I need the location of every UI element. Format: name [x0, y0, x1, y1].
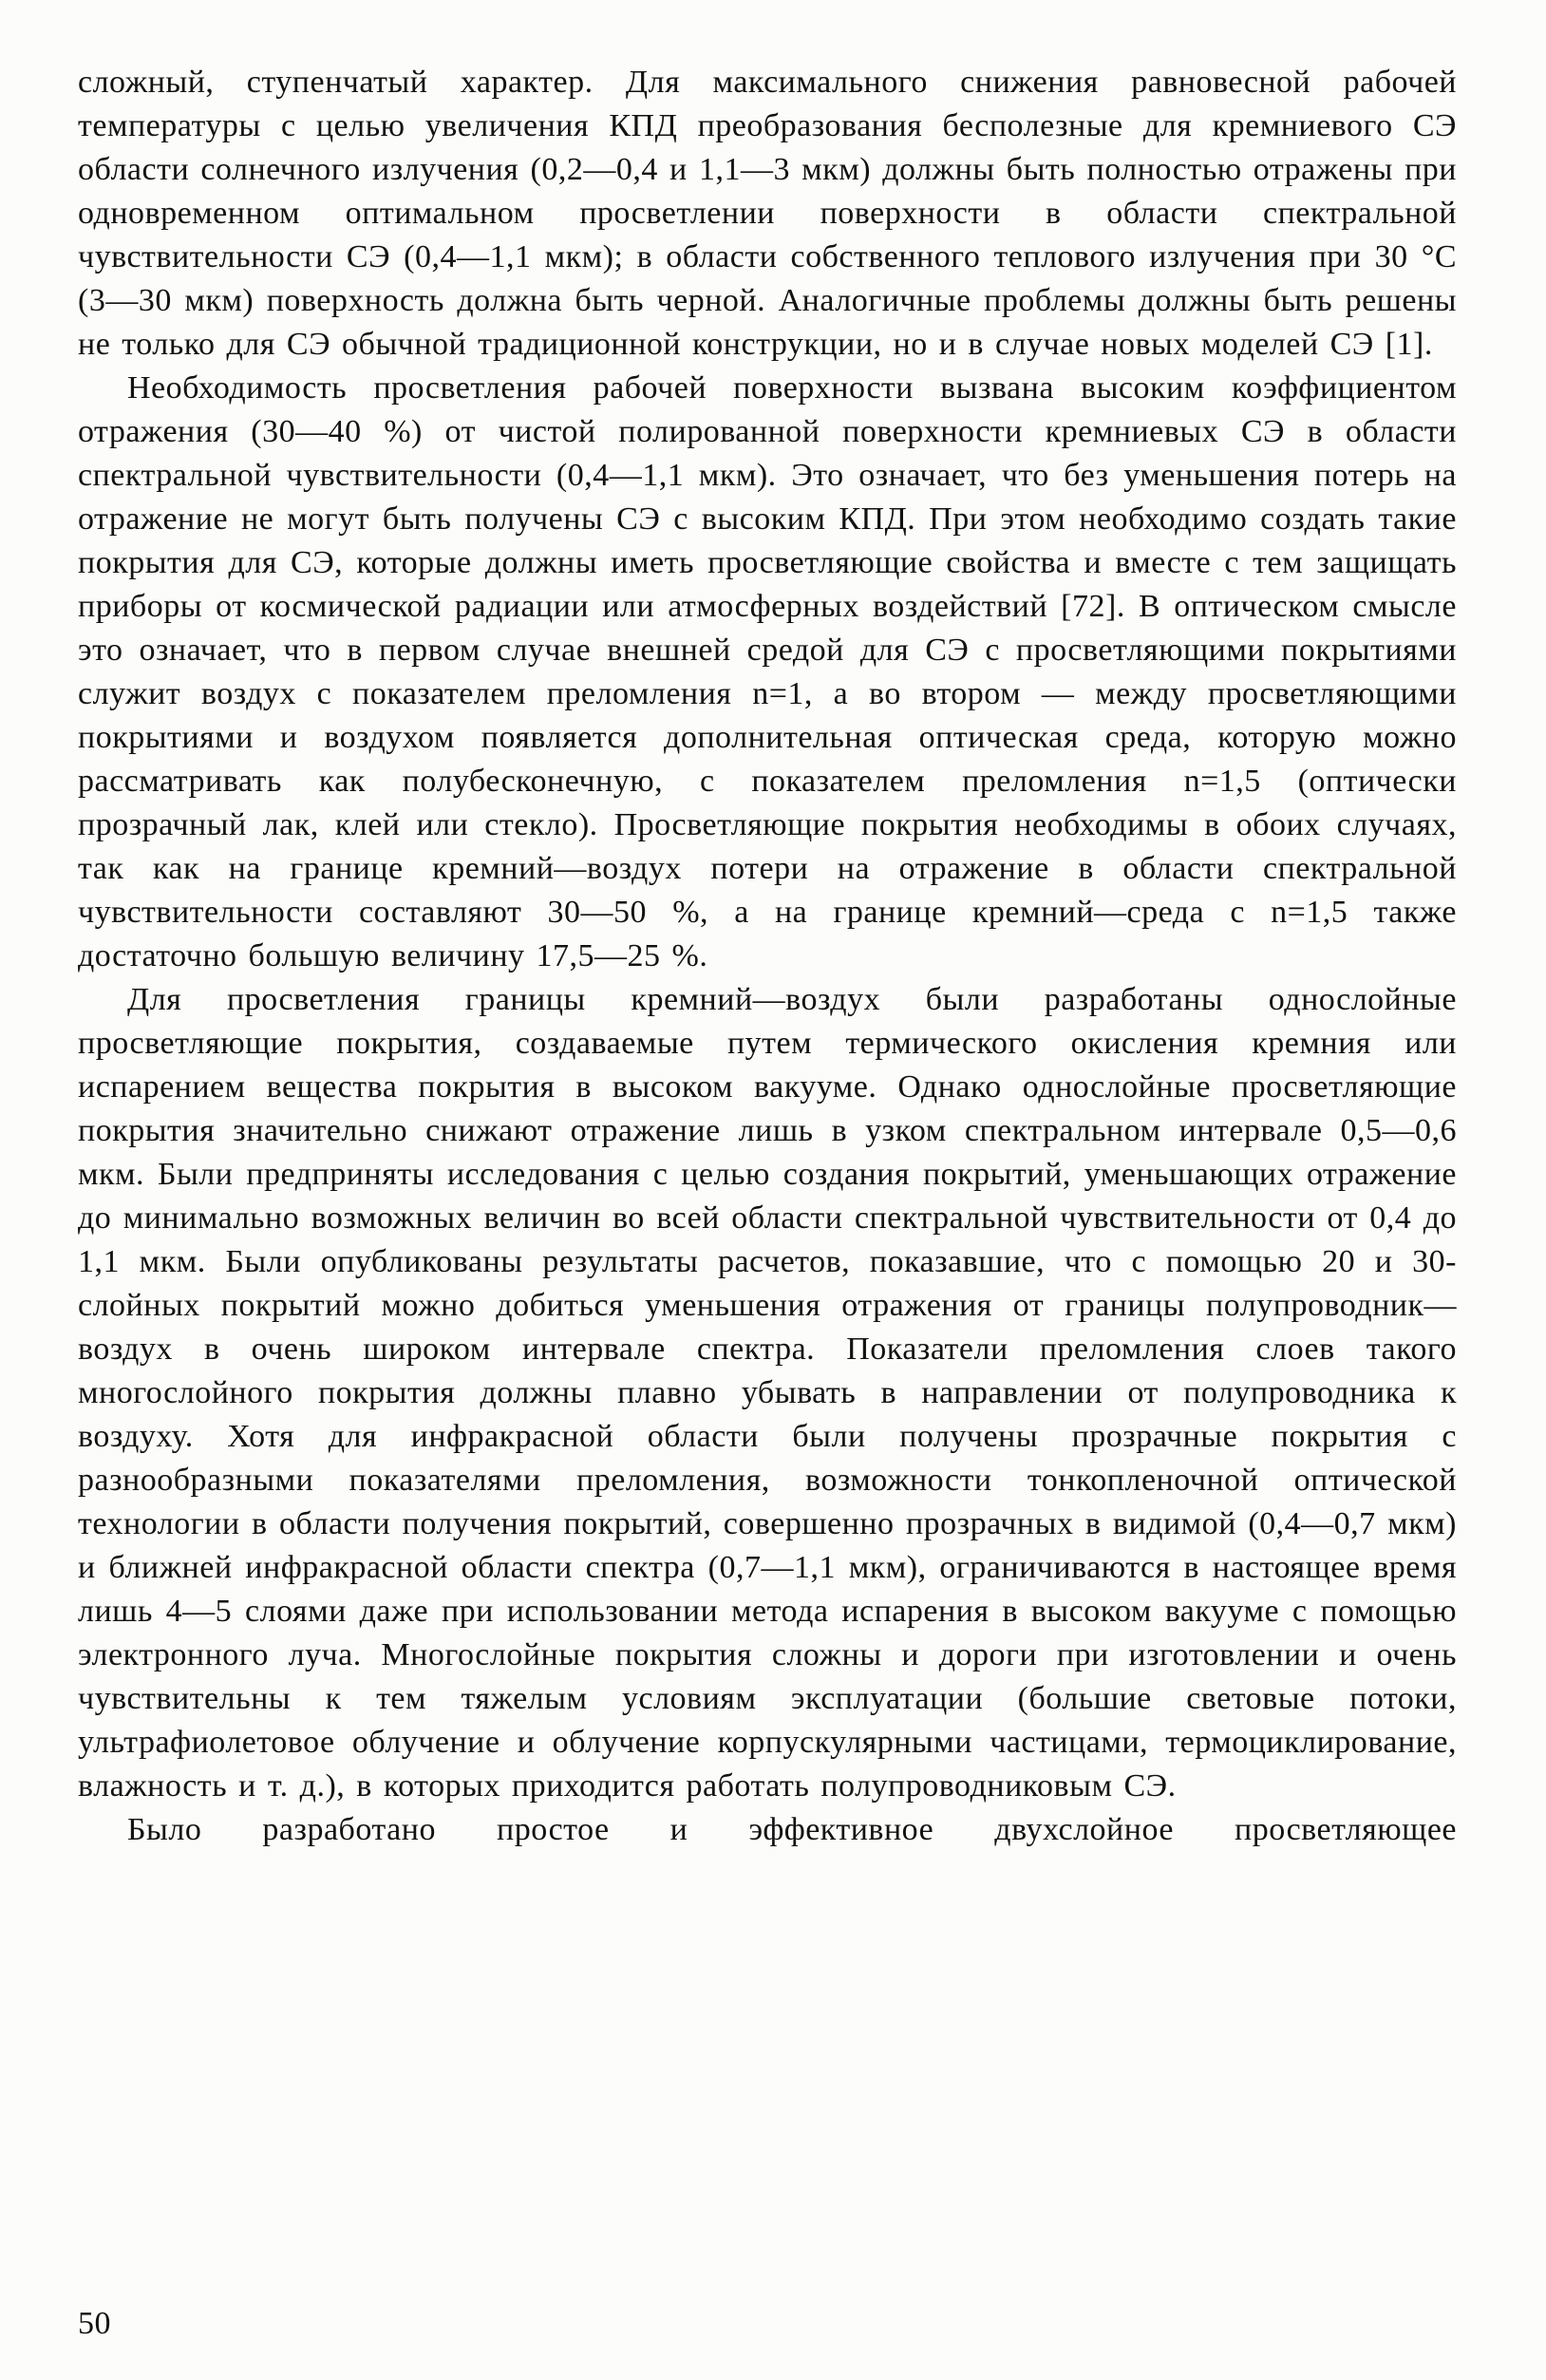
paragraph-antireflection-need: Необходимость просветления рабочей поверхности вызвана высоким коэффициентом отражения (30—40 %) от чистой полированной поверхности кремниевых СЭ в области спектральной чувствительности (0,4—1,1 мкм). Это означает, что без уменьшения потерь на отражение не могут быть получены СЭ с высоким КПД. При этом необходимо создать такие покрытия для СЭ, которые должны иметь просветляющие свойства и вместе с тем защищать приборы от космической радиации или атмосферных воздействий [72]. В оптическом смысле это означает, что в первом случае внешней средой для СЭ с просветляющими покрытиями служит воздух с показателем преломления n=1, а во втором — между просветляющими покрытиями и воздухом появляется дополнительная оптическая среда, которую можно рассматривать как полубесконечную, с показателем преломления n=1,5 (оптически прозрачный лак, клей или стекло). Просветляющие покрытия необходимы в обоих случаях, так как на границе кремний—воздух потери на отражение в области спектральной чувствительности составляют 30—50 %, а на границе кремний—среда с n=1,5 также достаточно большую величину 17,5—25 %.	[78, 370, 1457, 973]
body-text	[78, 61, 1457, 1852]
paragraph-two-layer-intro: Было разработано простое и эффективное двухслойное просветляющее	[127, 1812, 1457, 1847]
page-number: 50	[78, 2306, 111, 2341]
paragraph-continuation: сложный, ступенчатый характер. Для максимального снижения равновесной рабочей температуры с целью увеличения КПД преобразования бесполезные для кремниевого СЭ области солнечного излучения (0,2—0,4 и 1,1—3 мкм) должны быть полностью отражены при одновременном оптимальном просветлении поверхности в области спектральной чувствительности СЭ (0,4—1,1 мкм); в области собственного теплового излучения при 30 °С (3—30 мкм) поверхность должна быть черной. Аналогичные проблемы должны быть решены не только для СЭ обычной традиционной конструкции, но и в случае новых моделей СЭ [1].	[78, 65, 1457, 362]
paragraph-single-multilayer-coatings: Для просветления границы кремний—воздух были разработаны однослойные просветляющие покрытия, создаваемые путем термического окисления кремния или испарением вещества покрытия в высоком вакууме. Однако однослойные просветляющие покрытия значительно снижают отражение лишь в узком спектральном интервале 0,5—0,6 мкм. Были предприняты исследования с целью создания покрытий, уменьшающих отражение до минимально возможных величин во всей области спектральной чувствительности от 0,4 до 1,1 мкм. Были опубликованы результаты расчетов, показавшие, что с помощью 20 и 30-слойных покрытий можно добиться уменьшения отражения от границы полупроводник—воздух в очень широком интервале спектра. Показатели преломления слоев такого многослойного покрытия должны плавно убывать в направлении от полупроводника к воздуху. Хотя для инфракрасной области были получены прозрачные покрытия с разнообразными показателями преломления, возможности тонкопленочной оптической технологии в области получения покрытий, совершенно прозрачных в видимой (0,4—0,7 мкм) и ближней инфракрасной области спектра (0,7—1,1 мкм), ограничиваются в настоящее время лишь 4—5 слоями даже при использовании метода испарения в высоком вакууме с помощью электронного луча. Многослойные покрытия сложны и дороги при изготовлении и очень чувствительны к тем тяжелым условиям эксплуатации (большие световые потоки, ультрафиолетовое облучение и облучение корпускулярными частицами, термоциклирование, влажность и т. д.), в которых приходится работать полупроводниковым СЭ.	[78, 982, 1457, 1804]
